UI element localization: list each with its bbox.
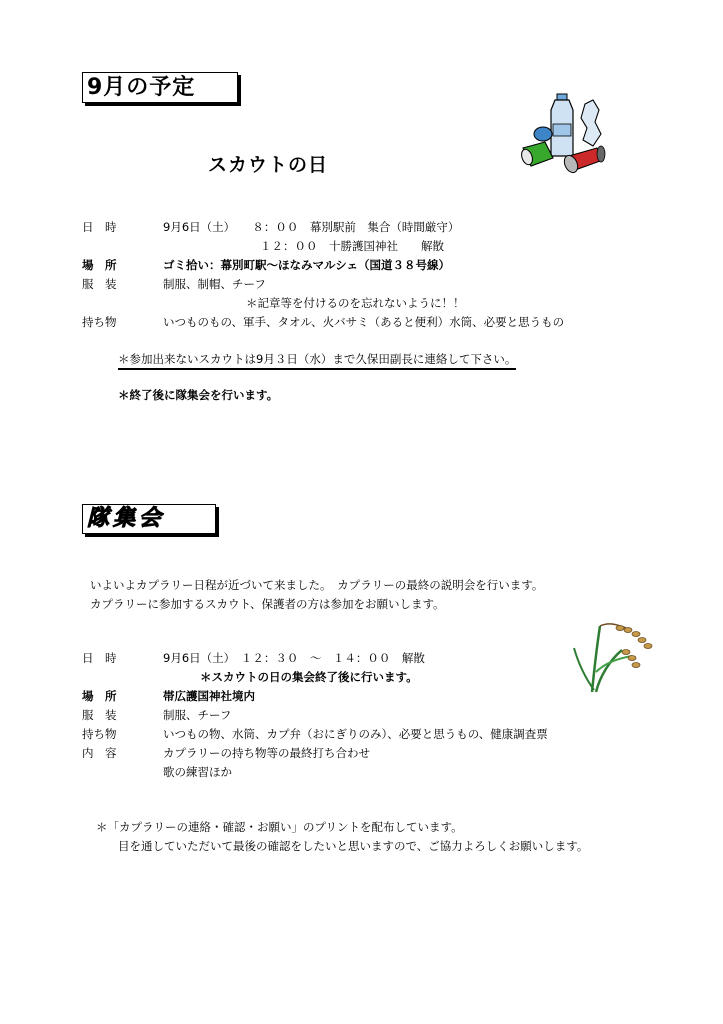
rice-plant-icon — [570, 612, 662, 694]
row-value: 帯広護国神社境内 — [163, 689, 255, 703]
row-value: いつものもの、軍手、タオル、火バサミ（あると便利）水筒、必要と思うもの — [163, 315, 565, 329]
row-value: 9月6日（土） ８：００ 幕別駅前 集合（時間厳守） — [163, 220, 460, 234]
row-value: 制服、制帽、チーフ — [163, 277, 266, 291]
row-label: 持ち物 — [82, 315, 117, 329]
row-value: カプラリーの持ち物等の最終打ち合わせ — [163, 746, 370, 760]
section2-title: 隊集会 — [82, 504, 216, 534]
row-label: 場 所 — [82, 689, 117, 703]
meeting-after-note: ＊終了後に隊集会を行います。 — [118, 388, 279, 402]
intro-line: カプラリーに参加するスカウト、保護者の方は参加をお願いします。 — [90, 597, 445, 611]
row-value: いつもの物、水筒、カプ弁（おにぎりのみ）、必要と思うもの、健康調査票 — [163, 727, 548, 741]
row-value: ゴミ拾い：幕別町駅～ほなみマルシェ（国道３８号線） — [163, 258, 450, 272]
scout-day-heading: スカウトの日 — [208, 154, 329, 176]
intro-line: いよいよカプラリー日程が近づいて来ました。 カプラリーの最終の説明会を行います。 — [90, 578, 544, 592]
section1-title: 9月の予定 — [82, 72, 238, 103]
row-value: 9月6日（土） １２：３０ ～ １４：００ 解散 — [163, 651, 425, 665]
absence-notice: ＊参加出来ないスカウトは9月３日（水）まで久保田副長に連絡して下さい。 — [118, 351, 516, 370]
footer-note: 目を通していただいて最後の確認をしたいと思いますので、ご協力よろしくお願いします。 — [118, 839, 589, 853]
row-value: ＊記章等を付けるのを忘れないように！！ — [246, 296, 465, 310]
row-label: 場 所 — [82, 258, 117, 272]
recycle-bottles-cans-icon — [515, 86, 625, 178]
footer-note: ＊「カプラリーの連絡・確認・お願い」のプリントを配布しています。 — [96, 820, 463, 834]
row-label: 日 時 — [82, 651, 117, 665]
row-value: １２：００ 十勝護国神社 解散 — [260, 239, 444, 253]
row-value: ＊スカウトの日の集会終了後に行います。 — [200, 670, 418, 684]
row-value: 制服、チーフ — [163, 708, 232, 722]
row-label: 服 装 — [82, 277, 117, 291]
row-label: 日 時 — [82, 220, 117, 234]
row-label: 内 容 — [82, 746, 117, 760]
row-label: 服 装 — [82, 708, 117, 722]
row-value: 歌の練習ほか — [163, 765, 232, 779]
row-label: 持ち物 — [82, 727, 117, 741]
